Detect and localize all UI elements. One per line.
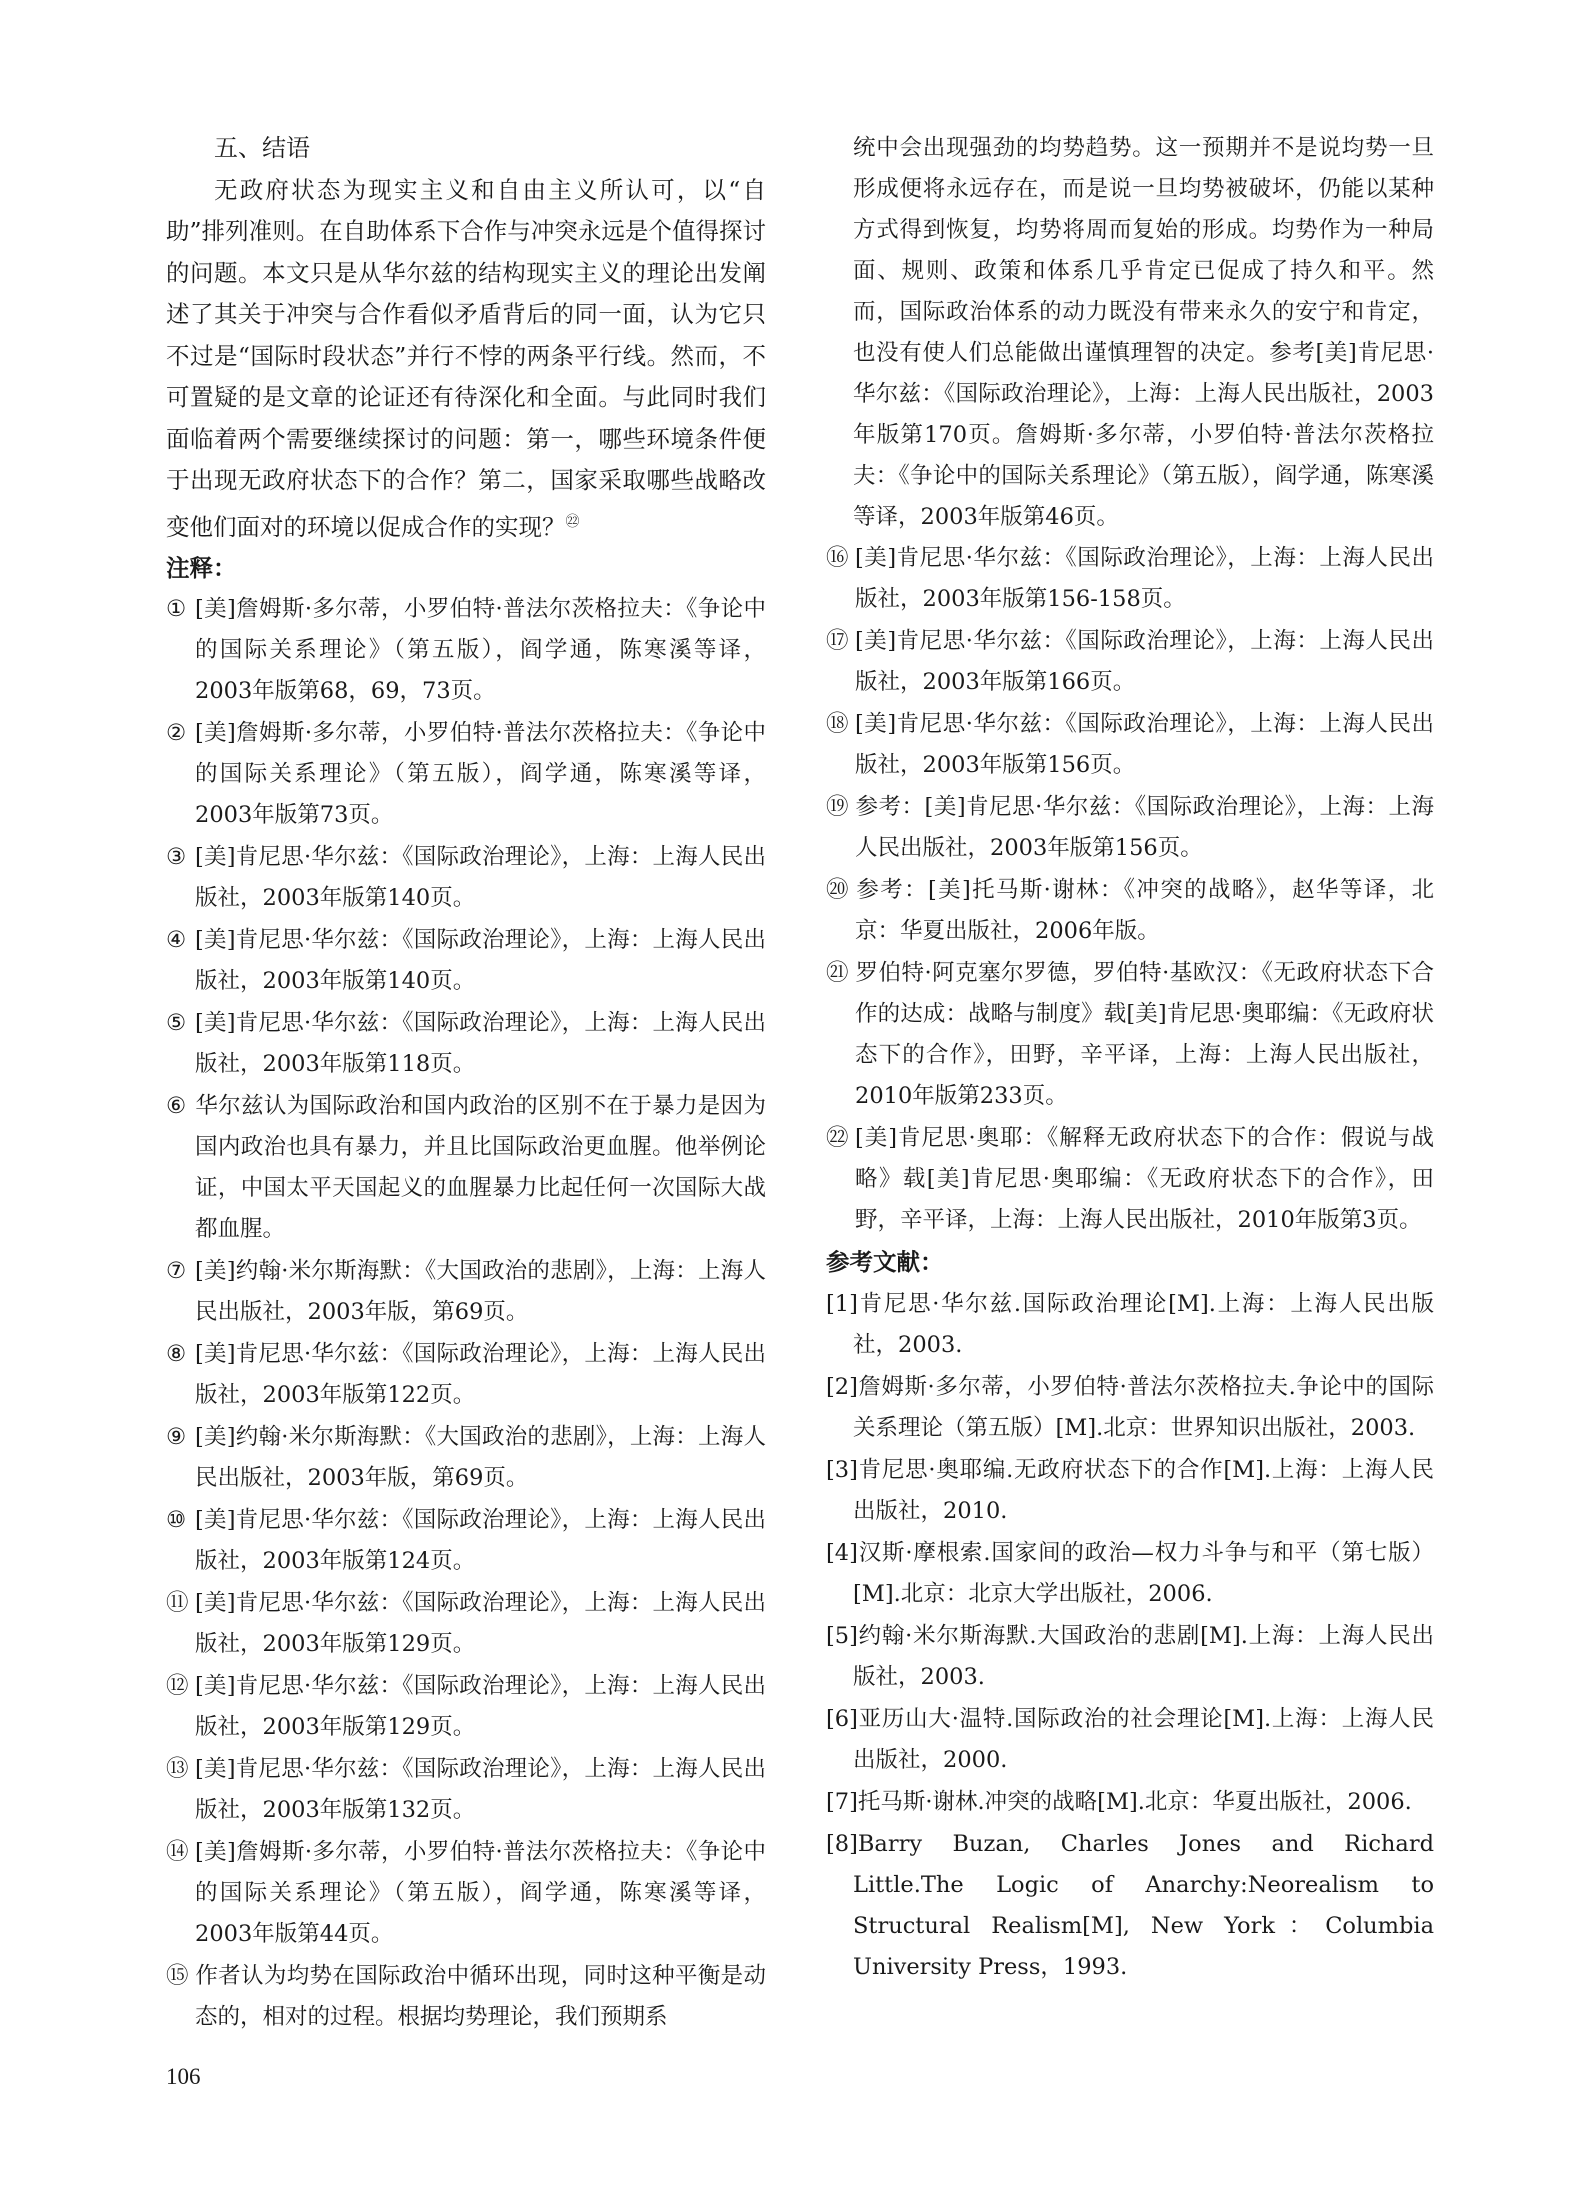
note-number: ① <box>166 596 187 623</box>
note-number: ⑥ <box>166 1093 187 1120</box>
page-number: 106 <box>166 2064 201 2089</box>
note-text: [美]肯尼思·华尔兹：《国际政治理论》，上海：上海人民出版社，2003年版第118页。 <box>195 1010 766 1078</box>
note-number: ⑲ <box>826 794 849 820</box>
reference-item <box>826 1450 1434 1532</box>
note-item <box>826 704 1434 786</box>
note-item <box>166 1251 766 1333</box>
note-text: 罗伯特·阿克塞尔罗德，罗伯特·基欧汉：《无政府状态下合作的达成：战略与制度》载[美]肯尼思·奥耶编：《无政府状态下的合作》，田野，辛平译，上海：上海人民出版社，2010年版第233页。 <box>855 960 1434 1109</box>
note-text: [美]肯尼思·华尔兹：《国际政治理论》，上海：上海人民出版社，2003年版第129页。 <box>195 1673 766 1741</box>
section-heading: 五、结语 <box>214 134 310 162</box>
note-text: [美]约翰·米尔斯海默：《大国政治的悲剧》，上海：上海人民出版社，2003年版，第69页。 <box>195 1258 766 1326</box>
note-text: 作者认为均势在国际政治中循环出现，同时这种平衡是动态的，相对的过程。根据均势理论，我们预期系 <box>195 1963 766 2031</box>
note-text: [美]肯尼思·华尔兹：《国际政治理论》，上海：上海人民出版社，2003年版第156页。 <box>855 711 1434 778</box>
note-number: ⑳ <box>826 877 849 903</box>
reference-number: [5] <box>826 1622 858 1649</box>
note-text: [美]肯尼思·华尔兹：《国际政治理论》，上海：上海人民出版社，2003年版第132页。 <box>195 1756 766 1824</box>
note-number: ⑱ <box>826 711 849 737</box>
note-item <box>166 1500 766 1582</box>
note-number: ⑩ <box>166 1507 187 1534</box>
note-text: [美]肯尼思·华尔兹：《国际政治理论》，上海：上海人民出版社，2003年版第166页。 <box>855 628 1434 695</box>
note-number: ③ <box>166 844 187 871</box>
note-text: [美]肯尼思·奥耶：《解释无政府状态下的合作：假说与战略》载[美]肯尼思·奥耶编：《无政府状态下的合作》，田野，辛平译，上海：上海人民出版社，2010年版第3页。 <box>855 1125 1434 1233</box>
note-item <box>166 1003 766 1085</box>
note-item <box>166 1417 766 1499</box>
note-number: ④ <box>166 927 187 954</box>
note-item <box>166 1334 766 1416</box>
note-item <box>166 1666 766 1748</box>
note-item <box>826 787 1434 869</box>
reference-text: 汉斯·摩根索.国家间的政治—权力斗争与和平（第七版）[M].北京：北京大学出版社，2006. <box>853 1539 1434 1607</box>
right-column <box>826 128 1434 1989</box>
note-item <box>826 953 1434 1117</box>
note-number: ⑧ <box>166 1341 187 1368</box>
note-number: ⑨ <box>166 1424 187 1451</box>
note-item <box>166 1749 766 1831</box>
reference-number: [7] <box>826 1788 858 1815</box>
note-text: [美]肯尼思·华尔兹：《国际政治理论》，上海：上海人民出版社，2003年版第129页。 <box>195 1590 766 1658</box>
reference-number: [2] <box>826 1373 858 1400</box>
reference-text: 亚历山大·温特.国际政治的社会理论[M].上海：上海人民出版社，2000. <box>853 1705 1434 1773</box>
note-number: ⑤ <box>166 1010 187 1037</box>
reference-item <box>826 1284 1434 1366</box>
note-number: ⑭ <box>166 1839 189 1866</box>
note-text: 参考：[美]肯尼思·华尔兹：《国际政治理论》，上海：上海人民出版社，2003年版第156页。 <box>855 794 1434 861</box>
notes-list-right <box>826 538 1434 1241</box>
note-item <box>166 1956 766 2038</box>
note-text: [美]肯尼思·华尔兹：《国际政治理论》，上海：上海人民出版社，2003年版第122页。 <box>195 1341 766 1409</box>
note-text: [美]肯尼思·华尔兹：《国际政治理论》，上海：上海人民出版社，2003年版第124页。 <box>195 1507 766 1575</box>
notes-label: 注释： <box>166 553 237 582</box>
conclusion-paragraph <box>166 170 766 548</box>
note-number: ㉒ <box>826 1125 849 1151</box>
conclusion-text: 无政府状态为现实主义和自由主义所认可，以“自助”排列准则。在自助体系下合作与冲突永远是个值得探讨的问题。本文只是从华尔兹的结构现实主义的理论出发阐述了其关于冲突与合作看似矛盾背后的同一面，认为它只不过是“国际时段状态”并行不悖的两条平行线。然而，不可置疑的是文章的论证还有待深化和全面。与此同时我们面临着两个需要继续探讨的问题：第一，哪些环境条件便于出现无政府状态下的合作？第二，国家采取哪些战略改变他们面对的环境以促成合作的实现？ <box>166 175 766 541</box>
reference-text: 肯尼思·奥耶编.无政府状态下的合作[M].上海：上海人民出版社，2010. <box>853 1456 1434 1524</box>
reference-number: [3] <box>826 1456 858 1483</box>
note-number: ⑦ <box>166 1258 187 1285</box>
note-number: ⑮ <box>166 1963 189 1990</box>
note-item <box>166 920 766 1002</box>
reference-number: [4] <box>826 1539 858 1566</box>
note-number: ⑰ <box>826 628 849 654</box>
reference-number: [6] <box>826 1705 858 1732</box>
note-text: [美]肯尼思·华尔兹：《国际政治理论》，上海：上海人民出版社，2003年版第156-158页。 <box>855 545 1434 612</box>
note-text: [美]詹姆斯·多尔蒂，小罗伯特·普法尔茨格拉夫：《争论中的国际关系理论》（第五版），阎学通，陈寒溪等译，2003年版第44页。 <box>195 1839 766 1948</box>
note-item <box>166 713 766 836</box>
reference-item <box>826 1616 1434 1698</box>
note-item <box>166 589 766 712</box>
references-label: 参考文献： <box>826 1248 944 1276</box>
reference-item <box>826 1367 1434 1449</box>
reference-number: [1] <box>826 1290 858 1317</box>
notes-list-left <box>166 589 766 2038</box>
note-item <box>166 1583 766 1665</box>
note-number: ㉑ <box>826 960 849 986</box>
note-item <box>826 1118 1434 1241</box>
note-text: [美]肯尼思·华尔兹：《国际政治理论》，上海：上海人民出版社，2003年版第140页。 <box>195 844 766 912</box>
note-text: [美]詹姆斯·多尔蒂，小罗伯特·普法尔茨格拉夫：《争论中的国际关系理论》（第五版），阎学通，陈寒溪等译，2003年版第68，69，73页。 <box>195 596 766 705</box>
reference-item <box>826 1533 1434 1615</box>
reference-text: 约翰·米尔斯海默.大国政治的悲剧[M].上海：上海人民出版社，2003. <box>853 1622 1434 1690</box>
note-text: [美]詹姆斯·多尔蒂，小罗伯特·普法尔茨格拉夫：《争论中的国际关系理论》（第五版），阎学通，陈寒溪等译，2003年版第73页。 <box>195 720 766 829</box>
note-text: [美]约翰·米尔斯海默：《大国政治的悲剧》，上海：上海人民出版社，2003年版，第69页。 <box>195 1424 766 1492</box>
reference-item <box>826 1824 1434 1988</box>
note-item <box>826 621 1434 703</box>
footnote-mark: ㉒ <box>565 513 580 530</box>
references-list <box>826 1284 1434 1988</box>
note-item <box>166 1832 766 1955</box>
note-text: [美]肯尼思·华尔兹：《国际政治理论》，上海：上海人民出版社，2003年版第140页。 <box>195 927 766 995</box>
note-number: ⑬ <box>166 1756 189 1783</box>
note-item <box>166 1086 766 1250</box>
note-number: ⑪ <box>166 1590 189 1617</box>
note-15-continuation: 统中会出现强劲的均势趋势。这一预期并不是说均势一旦形成便将永远存在，而是说一旦均势被破坏，仍能以某种方式得到恢复，均势将周而复始的形成。均势作为一种局面、规则、政策和体系几乎肯定已促成了持久和平。然而，国际政治体系的动力既没有带来永久的安宁和肯定，也没有使人们总能做出谨慎理智的决定。参考[美]肯尼思·华尔兹：《国际政治理论》，上海：上海人民出版社，2003年版第170页。詹姆斯·多尔蒂，小罗伯特·普法尔茨格拉夫：《争论中的国际关系理论》（第五版），阎学通，陈寒溪等译，2003年版第46页。 <box>853 135 1434 530</box>
note-text: 华尔兹认为国际政治和国内政治的区别不在于暴力是因为国内政治也具有暴力，并且比国际政治更血腥。他举例论证，中国太平天国起义的血腥暴力比起任何一次国际大战都血腥。 <box>195 1093 766 1243</box>
note-number: ⑫ <box>166 1673 189 1700</box>
note-item <box>166 837 766 919</box>
reference-text: 詹姆斯·多尔蒂，小罗伯特·普法尔茨格拉夫.争论中的国际关系理论（第五版）[M].北京：世界知识出版社，2003. <box>853 1373 1434 1441</box>
reference-number: [8] <box>826 1830 858 1857</box>
reference-text: 托马斯·谢林.冲突的战略[M].北京：华夏出版社，2006. <box>857 1788 1412 1815</box>
note-item <box>826 538 1434 620</box>
reference-text: Barry Buzan, Charles Jones and Richard Little.The Logic of Anarchy:Neorealism to Structural Realism[M], New York：Columbia University Press，1993. <box>853 1830 1434 1980</box>
reference-item <box>826 1699 1434 1781</box>
note-item <box>826 870 1434 952</box>
note-number: ② <box>166 720 187 747</box>
reference-text: 肯尼思·华尔兹.国际政治理论[M].上海：上海人民出版社，2003. <box>853 1290 1434 1358</box>
left-column <box>166 128 766 2039</box>
note-number: ⑯ <box>826 545 849 571</box>
note-text: 参考：[美]托马斯·谢林：《冲突的战略》，赵华等译，北京：华夏出版社，2006年版。 <box>855 877 1434 944</box>
reference-item <box>826 1782 1434 1823</box>
